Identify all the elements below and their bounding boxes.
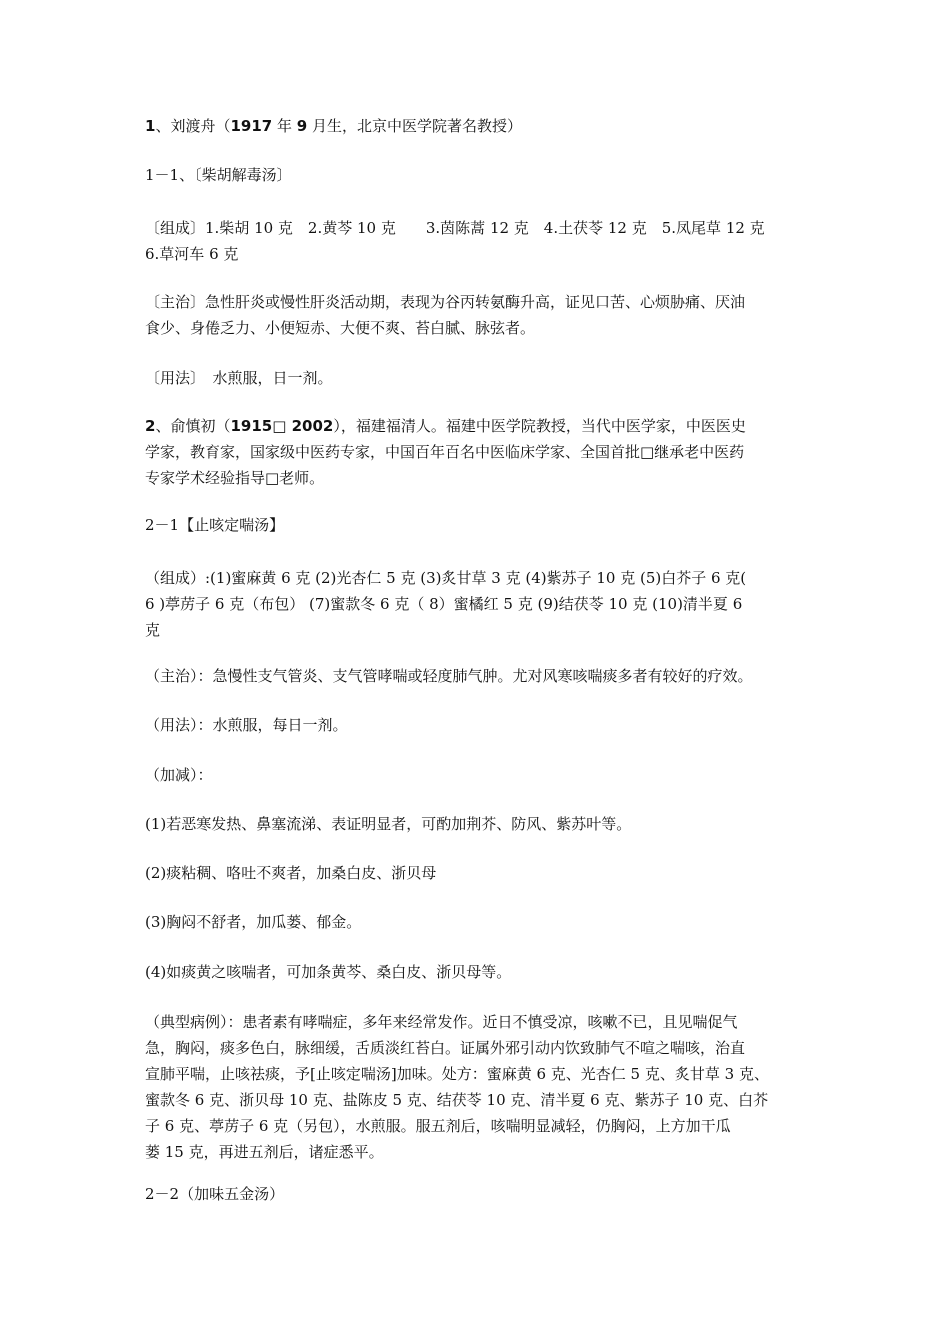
birth-year: 1917 <box>230 117 273 135</box>
modification-4: (4)如痰黄之咳喘者，可加条黄芩、桑白皮、浙贝母等。 <box>145 963 512 981</box>
composition-1-1 <box>145 215 815 267</box>
modification-1: (1)若恶寒发热、鼻塞流涕、表证明显者，可酌加荆芥、防风、紫苏叶等。 <box>145 815 632 833</box>
text-line: 6 )葶苈子 6 克（布包） (7)蜜款冬 6 克（ 8）蜜橘红 5 克 (9)结茯苓 10 克 (10)清半夏 6 <box>145 595 743 613</box>
heading-text: 年 <box>272 117 297 135</box>
heading-text: 、刘渡舟（ <box>155 117 231 135</box>
text-line: 〔主治〕急性肝炎或慢性肝炎活动期，表现为谷丙转氨酶升高，证见口苦、心烦胁痛、厌油 <box>145 293 746 311</box>
section-number: 2 <box>145 417 156 435</box>
indications-1-1 <box>145 289 815 341</box>
modification-3: (3)胸闷不舒者，加瓜蒌、郁金。 <box>145 913 362 931</box>
life-years: 1915□ 2002 <box>230 417 334 435</box>
usage-1-1: 〔用法〕 水煎服，日一剂。 <box>145 369 333 387</box>
indications-2-1: （主治）：急慢性支气管炎、支气管哮喘或轻度肺气肿。尤对风寒咳喘痰多者有较好的疗效。 <box>145 667 753 685</box>
text-line: （组成）:(1)蜜麻黄 6 克 (2)光杏仁 5 克 (3)炙甘草 3 克 (4)紫苏子 10 克 (5)白芥子 6 克( <box>145 569 747 587</box>
formula-title-1-1: 1－1、〔柴胡解毒汤〕 <box>145 166 292 184</box>
text-line: 宣肺平喘，止咳祛痰，予[止咳定喘汤]加味。处方：蜜麻黄 6 克、光杏仁 5 克、炙甘草 3 克、 <box>145 1065 769 1083</box>
heading-liu-duzhou <box>145 113 815 139</box>
modification-2: (2)痰粘稠、咯吐不爽者，加桑白皮、浙贝母 <box>145 864 437 882</box>
formula-title-2-1: 2－1【止咳定喘汤】 <box>145 516 285 534</box>
text-line: 蜜款冬 6 克、浙贝母 10 克、盐陈皮 5 克、结茯苓 10 克、清半夏 6 克、紫苏子 10 克、白芥 <box>145 1091 769 1109</box>
heading-text: 月生，北京中医学院著名教授） <box>307 117 522 135</box>
formula-title-2-2: 2－2（加味五金汤） <box>145 1185 285 1203</box>
text-line: 学家，教育家，国家级中医药专家，中国百年百名中医临床学家、全国首批□继承老中医药 <box>145 443 745 461</box>
heading-text: ），福建福清人。福建中医学院教授，当代中医学家，中医医史 <box>333 417 746 435</box>
modifications-label: （加减）： <box>145 766 213 784</box>
text-line: 〔组成〕1.柴胡 10 克 2.黄芩 10 克 3.茵陈蒿 12 克 4.土茯苓 12 克 5.凤尾草 12 克 <box>145 219 765 237</box>
birth-month: 9 <box>296 117 308 135</box>
section-number: 1 <box>145 117 156 135</box>
usage-2-1: （用法）：水煎服，每日一剂。 <box>145 716 348 734</box>
heading-text: 、俞慎初（ <box>155 417 231 435</box>
text-line: 6.草河车 6 克 <box>145 245 239 263</box>
text-line: （典型病例）：患者素有哮喘症，多年来经常发作。近日不慎受凉，咳嗽不已，且见喘促气 <box>145 1013 738 1031</box>
text-line: 食少、身倦乏力、小便短赤、大便不爽、苔白腻、脉弦者。 <box>145 319 536 337</box>
composition-2-1 <box>145 565 815 643</box>
text-line: 子 6 克、葶苈子 6 克（另包），水煎服。服五剂后，咳喘明显减轻，仍胸闷，上方加干瓜 <box>145 1117 731 1135</box>
text-line: 急，胸闷，痰多色白，脉细缓，舌质淡红苔白。证属外邪引动内饮致肺气不喧之喘咳，治直 <box>145 1039 746 1057</box>
text-line: 克 <box>145 621 161 639</box>
text-line: 蒌 15 克，再进五剂后，诸症悉平。 <box>145 1143 384 1161</box>
text-line: 专家学术经验指导□老师。 <box>145 469 325 487</box>
heading-yu-shenchu <box>145 413 815 491</box>
typical-case <box>145 1009 815 1165</box>
